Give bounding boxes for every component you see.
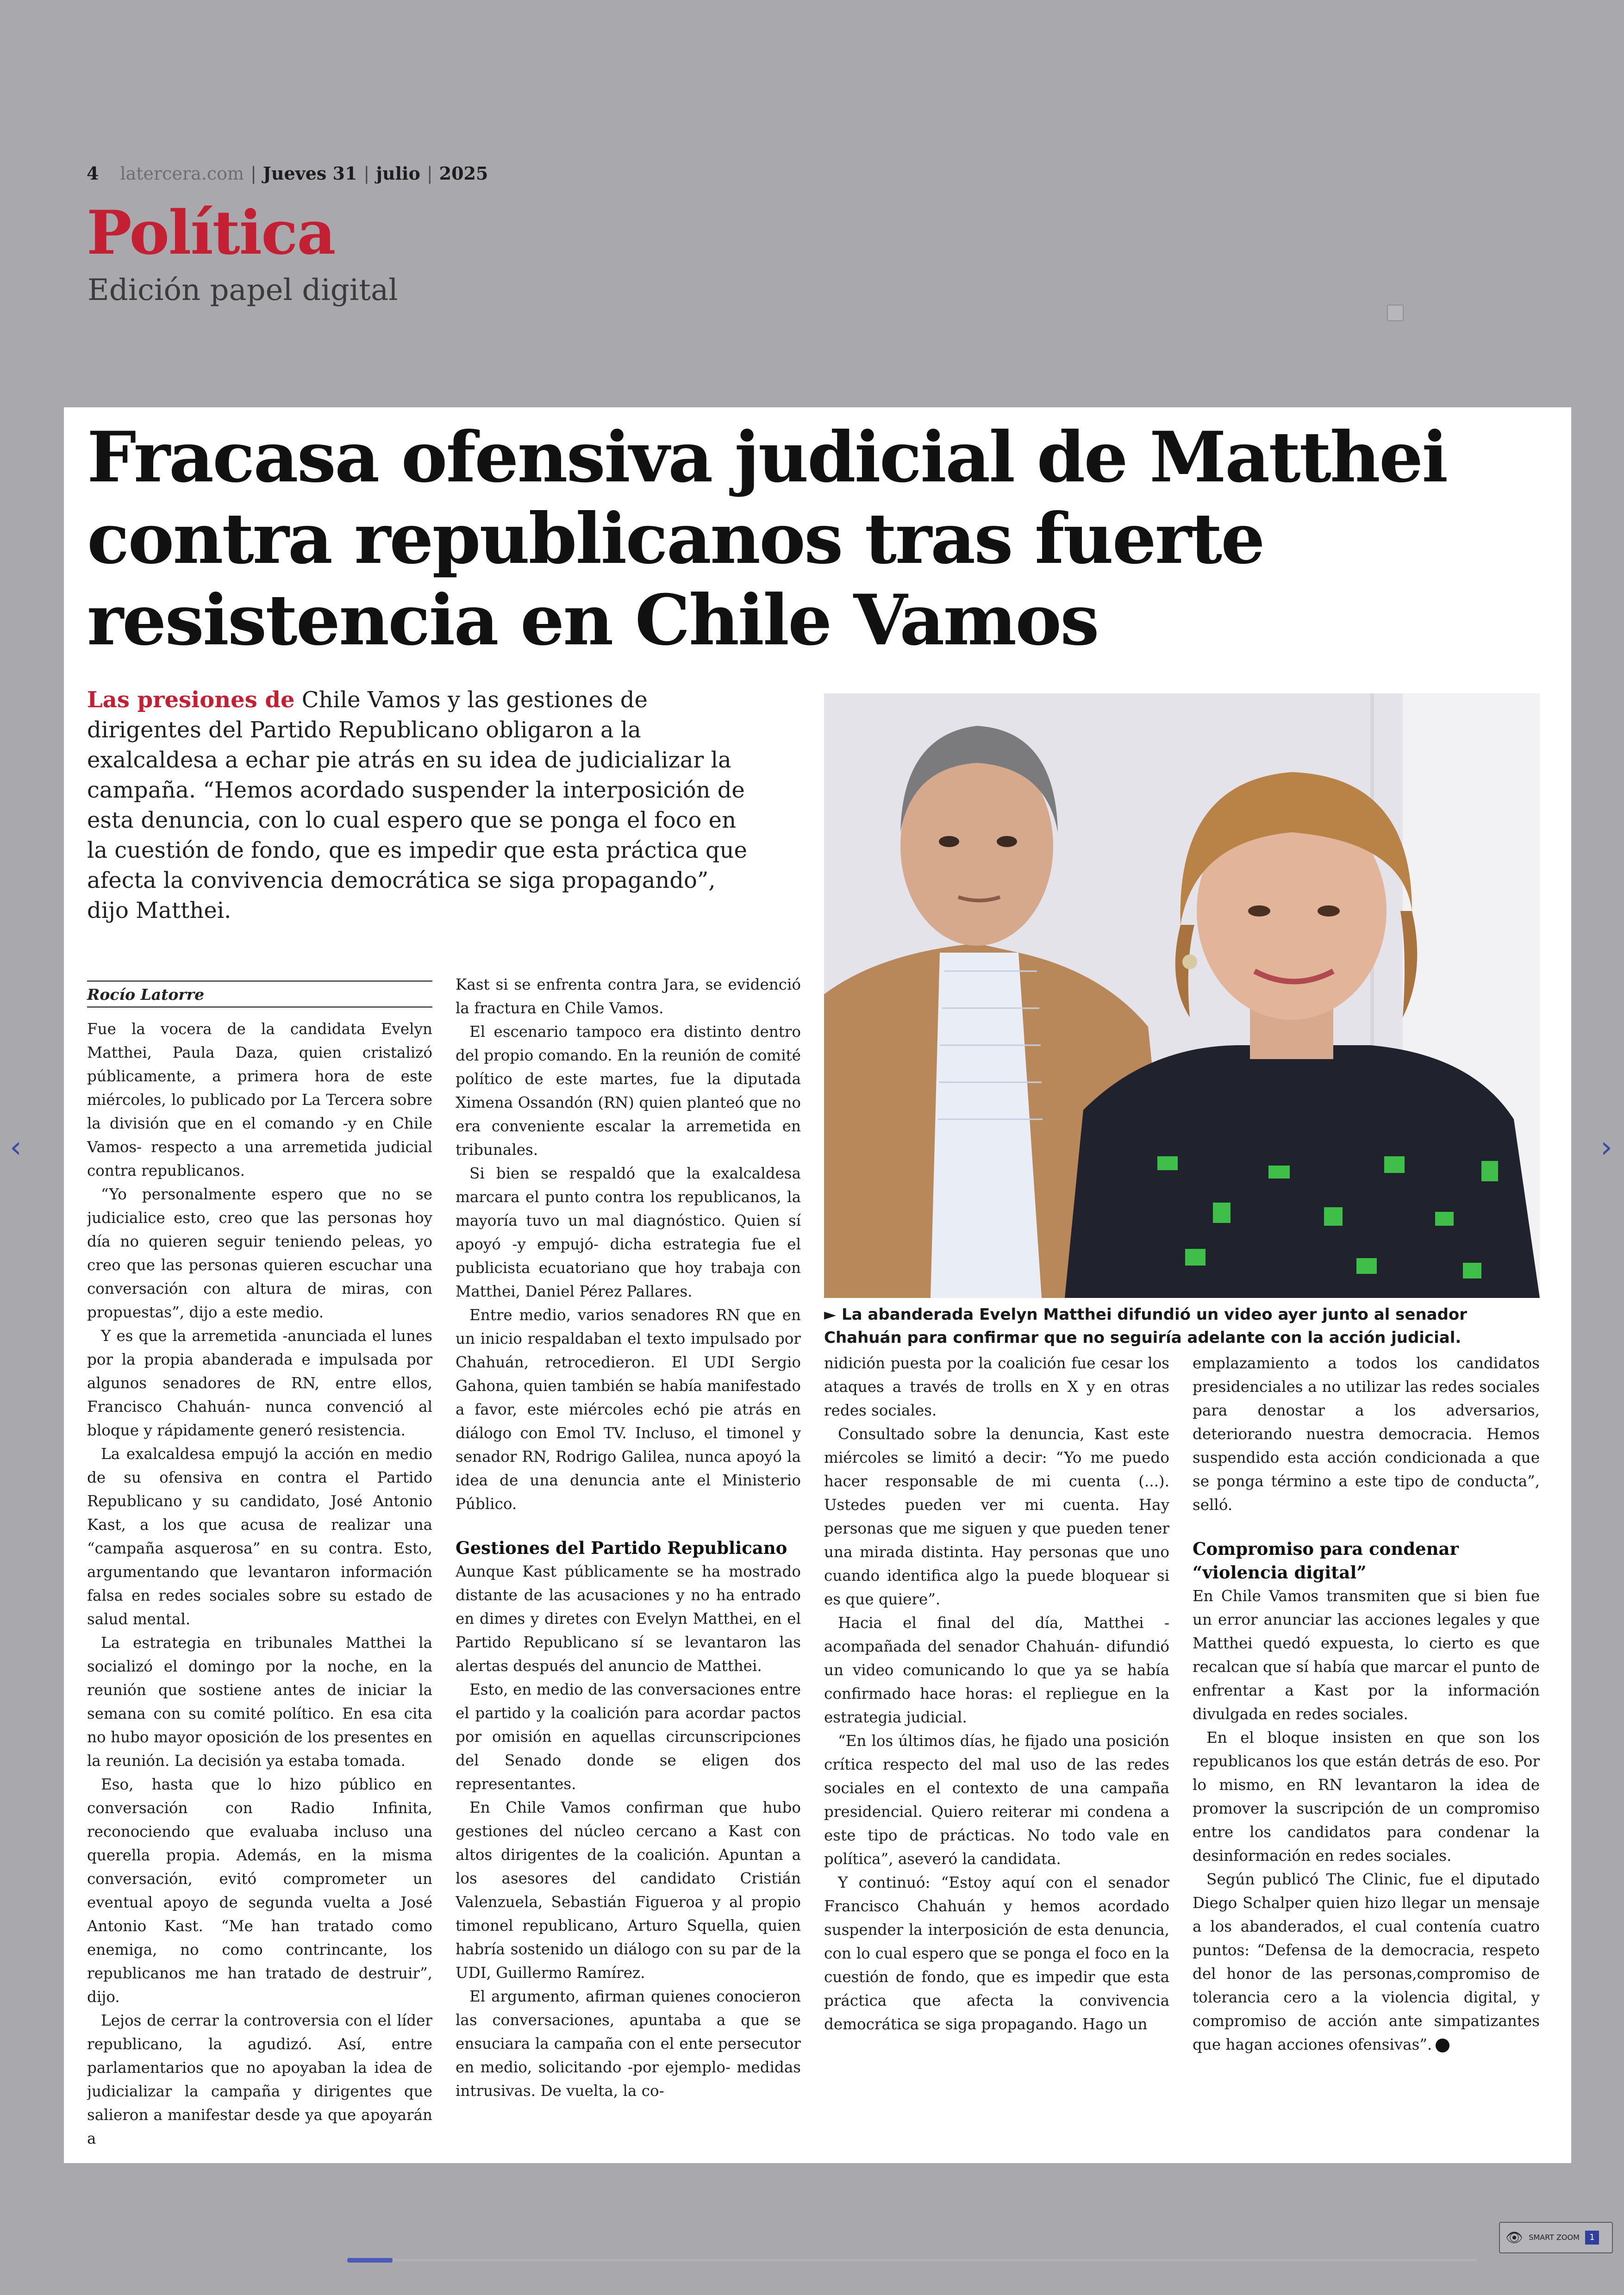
- lede-text: Chile Vamos y las gestiones de dirigentes del Partido Republicano obligaron a la exalcaldesa a echar pie atrás en su idea de judicializar la campaña. “Hemos acordado suspender la interposición de esta denuncia, con lo cual espero que se ponga el foco en la cuestión de fondo, que es impedir que esta práctica que afecta la convivencia democrática se siga propagando”, dijo Matthei.: [87, 687, 747, 923]
- paragraph: Entre medio, varios senadores RN que en un inicio respaldaban el texto impulsado por Chahuán, retrocedieron. El UDI Sergio Gahona, quien también se había manifestado a favor, este miércoles echó pie atrás en diálogo con Emol TV. Incluso, el timonel y senador RN, Rodrigo Galilea, nunca apoyó la idea de una denuncia ante el Ministerio Público.: [456, 1306, 801, 1513]
- paragraph: Fue la vocera de la candidata Evelyn Matthei, Paula Daza, quien cristalizó públicamente, a primera hora de este miércoles, lo publicado por La Tercera sobre la división que en el comando -y en Chile Vamos- respecto a una arremetida judicial contra republicanos.: [87, 1020, 432, 1179]
- paragraph: Eso, hasta que lo hizo público en conversación con Radio Infinita, reconociendo que evaluaba incluso una querella propia. Además, en la misma conversación, evitó comprometer un eventual apoyo de segunda vuelta a José Antonio Kast. “Me han tratado como enemiga, no como contrincante, los republicanos me han tratado de destruir”, dijo.: [87, 1776, 432, 2006]
- paragraph: El escenario tampoco era distinto dentro del propio comando. En la reunión de comité político de este martes, fue la diputada Ximena Ossandón (RN) quien planteó que no era conveniente escalar la arremetida en tribunales.: [456, 1023, 801, 1159]
- paragraph: emplazamiento a todos los candidatos presidenciales a no utilizar las redes sociales para denostar a los adversarios, deteriorando nuestra democracia. Hemos suspendido esta acción condicionada a que se ponga término a este tipo de conducta”, selló.: [1193, 1354, 1540, 1514]
- photo-illustration: [824, 693, 1540, 1298]
- page-thumbnail-icon[interactable]: [1387, 305, 1404, 321]
- article-column-1: [87, 1017, 432, 2156]
- paragraph: “En los últimos días, he fijado una posición crítica respecto del mal uso de las redes sociales en el contexto de una campaña presidencial. Quiero reiterar mi condena a este tipo de prácticas. No todo vale en política”, aseveró la candidata.: [824, 1732, 1169, 1868]
- page-number: 4: [87, 163, 99, 184]
- article-photo: [824, 693, 1540, 1298]
- previous-page-button[interactable]: ‹: [10, 1130, 22, 1165]
- paragraph: La estrategia en tribunales Matthei la socializó el domingo por la noche, en la reunión que sostiene antes de iniciar la semana con su comité político. En esa cita no hubo mayor oposición de los presentes en la reunión. La decisión ya estaba tomada.: [87, 1634, 432, 1770]
- next-page-button[interactable]: ›: [1600, 1130, 1612, 1165]
- lede-kicker: Las presiones de: [87, 687, 295, 713]
- article-page: [64, 407, 1571, 2163]
- paragraph-text: Según publicó The Clinic, fue el diputado Diego Schalper quien hizo llegar un mensaje a los abanderados, el cual contenía cuatro puntos: “Defensa de la democracia, respeto del honor de las personas,compromiso de tolerancia cero a la violencia digital, y compromiso de acción ante simpatizantes que hagan acciones ofensivas”.: [1193, 1871, 1540, 2053]
- article-column-3: [824, 1352, 1169, 2157]
- paragraph: nidición puesta por la coalición fue cesar los ataques a través de trolls en X y en otras redes sociales.: [824, 1354, 1169, 1419]
- article-headline: Fracasa ofensiva judicial de Matthei contra republicanos tras fuerte resistencia en Chile Vamos: [87, 417, 1447, 661]
- date-month: julio: [376, 163, 420, 184]
- section-title: Política: [87, 197, 335, 268]
- eye-icon: 👁: [1505, 2229, 1524, 2246]
- paragraph: [1193, 1868, 1540, 2057]
- paragraph: Hacia el final del día, Matthei -acompañada del senador Chahuán- difundió un video comunicando lo que ya se había confirmado hace horas: el repliegue en la estrategia judicial.: [824, 1614, 1169, 1726]
- paragraph: En Chile Vamos transmiten que si bien fue un error anunciar las acciones legales y que Matthei quedó expuesta, lo cierto es que recalcan que sí había que marcar el punto de enfrentar a Kast por la información divulgada en redes sociales.: [1193, 1587, 1540, 1723]
- paragraph: Aunque Kast públicamente se ha mostrado distante de las acusaciones y no ha entrado en dimes y diretes con Evelyn Matthei, en el Partido Republicano sí se levantaron las alertas después del anuncio de Matthei.: [456, 1563, 801, 1675]
- article-lede: [87, 685, 754, 926]
- page-scrollbar-thumb[interactable]: [347, 2258, 393, 2263]
- smart-zoom-button[interactable]: [1499, 2222, 1613, 2253]
- page-header-meta: 4 latercera.com | Jueves 31 | julio | 2025: [87, 163, 488, 184]
- paragraph: Consultado sobre la denuncia, Kast este miércoles se limitó a decir: “Yo me puedo hacer responsable de mi cuenta (...). Ustedes pueden ver mi cuenta. Hay personas que me siguen y que pueden tener una mirada distinta. Hay personas que uno cuando identifica algo la puede bloquear si es que quiere”.: [824, 1425, 1169, 1608]
- photo-caption: ► La abanderada Evelyn Matthei difundió un video ayer junto al senador Chahuán para confirmar que no seguiría adelante con la acción judicial.: [824, 1305, 1468, 1347]
- paragraph: Kast si se enfrenta contra Jara, se evidenció la fractura en Chile Vamos.: [456, 976, 801, 1017]
- end-of-article-icon: [1436, 2039, 1449, 2052]
- page-scrollbar-track[interactable]: [347, 2259, 1477, 2262]
- date-year: 2025: [439, 163, 488, 184]
- paragraph: Lejos de cerrar la controversia con el líder republicano, la agudizó. Así, entre parlamentarios que no apoyaban la idea de judicializar la campaña y dirigentes que salieron a manifestar desde ya que apoyarán a: [87, 2012, 432, 2147]
- subhead-violencia-digital: Compromiso para condenar “violencia digital”: [1193, 1539, 1459, 1583]
- smart-zoom-label: SMART ZOOM: [1529, 2233, 1580, 2242]
- article-column-4: [1193, 1352, 1540, 2157]
- date-day: Jueves 31: [262, 163, 357, 184]
- paragraph: Si bien se respaldó que la exalcaldesa marcara el punto contra los republicanos, la mayoría tuvo un mal diagnóstico. Quien sí apoyó -y empujó- dicha estrategia fue el publicista ecuatoriano que hoy trabaja con Matthei, Daniel Pérez Pallares.: [456, 1165, 801, 1300]
- site-name: latercera.com: [120, 163, 244, 184]
- paragraph: El argumento, afirman quienes conocieron las conversaciones, apuntaba a que se ensuciara la campaña con el ente persecutor en medio, solicitando -por ejemplo- medidas intrusivas. De vuelta, la co-: [456, 1988, 801, 2100]
- subhead-republicano: Gestiones del Partido Republicano: [456, 1538, 787, 1558]
- paragraph: La exalcaldesa empujó la acción en medio de su ofensiva en contra el Partido Republicano y su candidato, José Antonio Kast, a los que acusa de realizar una “campaña asquerosa” en su contra. Esto, argumentando que levantaron información falsa en redes sociales sobre su estado de salud mental.: [87, 1445, 432, 1628]
- paragraph: Y es que la arremetida -anunciada el lunes por la propia abanderada e impulsada por algunos senadores de RN, entre ellos, Francisco Chahuán- nunca convenció al bloque y rápidamente generó resistencia.: [87, 1327, 432, 1439]
- paragraph: “Yo personalmente espero que no se judicialice esto, creo que las personas hoy día no quieren seguir teniendo peleas, yo creo que las personas quieren escuchar una conversación con altura de miras, con propuestas”, dijo a este medio.: [87, 1185, 432, 1321]
- page-indicator: 1: [1585, 2231, 1599, 2245]
- paragraph: En el bloque insisten en que son los republicanos los que están detrás de eso. Por lo mismo, en RN levantaron la idea de promover la suscripción de un compromiso entre los candidatos para condenar la desinformación en redes sociales.: [1193, 1729, 1540, 1865]
- article-column-2: [456, 973, 801, 2158]
- paragraph: En Chile Vamos confirman que hubo gestiones del núcleo cercano a Kast con altos dirigentes de la coalición. Apuntan a los asesores del candidato Cristián Valenzuela, Sebastián Figueroa y al propio timonel republicano, Arturo Squella, quien habría sostenido un diálogo con su par de la UDI, Guillermo Ramírez.: [456, 1799, 801, 1982]
- paragraph: Y continuó: “Estoy aquí con el senador Francisco Chahuán y hemos acordado suspender la interposición de esta denuncia, con lo cual espero que se ponga el foco en la cuestión de fondo, que es impedir que esta práctica que afecta la convivencia democrática se siga propagando. Hago un: [824, 1874, 1169, 2033]
- edition-label: Edición papel digital: [87, 273, 398, 307]
- paragraph: Esto, en medio de las conversaciones entre el partido y la coalición para acordar pactos por omisión en aquellas circunscripciones del Senado donde se eligen dos representantes.: [456, 1681, 801, 1793]
- byline: Rocío Latorre: [87, 980, 432, 1008]
